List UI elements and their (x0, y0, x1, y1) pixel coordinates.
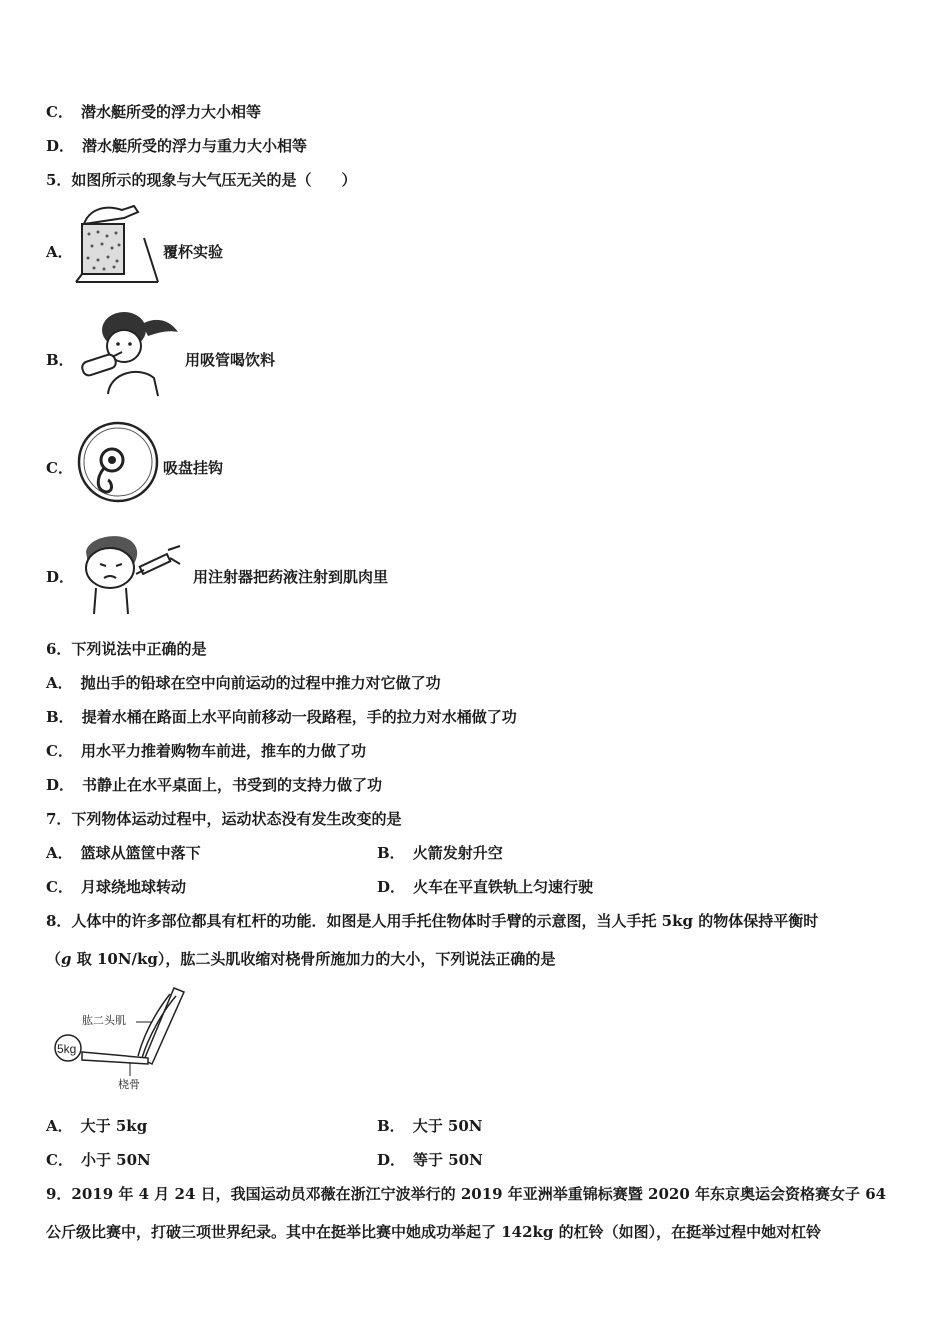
q6-option-b (46, 707, 517, 727)
q7-option-c (46, 877, 186, 897)
option-label: D． (46, 776, 75, 794)
option-label: D． (377, 878, 406, 896)
q6-option-a (46, 673, 441, 693)
option-label: C． (46, 742, 73, 760)
q6-option-d (46, 775, 382, 795)
q7-option-a (46, 843, 201, 863)
option-label: C． (46, 1151, 73, 1169)
option-label: C． (46, 103, 73, 121)
q5-stem: 5．如图所示的现象与大气压无关的是（ ） (46, 171, 357, 189)
option-text: 潜水艇所受的浮力大小相等 (80, 103, 261, 121)
stem-open-paren: （ (46, 950, 62, 968)
q5-option-c-label: C． (46, 459, 73, 477)
gravity-symbol: g (61, 950, 72, 968)
q7-option-d (377, 877, 593, 897)
option-label: D． (46, 137, 75, 155)
q8-option-b (377, 1116, 483, 1136)
option-text: 火箭发射升空 (412, 844, 503, 862)
option-text: 小于 50N (80, 1151, 151, 1169)
q5-option-d-label: D． (46, 568, 75, 586)
option-label: C． (46, 878, 73, 896)
option-label: D． (377, 1151, 406, 1169)
option-text: 月球绕地球转动 (80, 878, 186, 896)
q8-stem-line2 (46, 949, 555, 969)
option-text: 用水平力推着购物车前进，推车的力做了功 (80, 742, 366, 760)
suction-hook-figure (76, 420, 160, 504)
option-label: A． (46, 1117, 73, 1135)
option-text: 火车在平直铁轨上匀速行驶 (413, 878, 594, 896)
option-label: B． (377, 844, 405, 862)
stem-text: 取 10N/kg），肱二头肌收缩对桡骨所施加力的大小，下列说法正确的是 (71, 950, 556, 968)
q8-option-c (46, 1150, 151, 1170)
cup-experiment-figure (74, 202, 160, 288)
q9-stem-line2: 公斤级比赛中，打破三项世界纪录。其中在挺举比赛中她成功举起了 142kg 的杠铃（如图），在挺举过程中她对杠铃 (46, 1223, 822, 1241)
q6-stem: 6．下列说法中正确的是 (46, 640, 207, 658)
arm-lever-figure (52, 982, 202, 1092)
q9-stem-line1: 9．2019 年 4 月 24 日，我国运动员邓薇在浙江宁波举行的 2019 年亚洲举重锦标赛暨 2020 年东京奥运会资格赛女子 64 (46, 1185, 887, 1203)
q7-option-b (377, 843, 503, 863)
q5-option-d-text: 用注射器把药液注射到肌肉里 (193, 568, 389, 586)
option-text: 等于 50N (413, 1151, 483, 1169)
q6-option-c (46, 741, 366, 761)
q5-option-a-label: A． (46, 243, 73, 261)
option-text: 潜水艇所受的浮力与重力大小相等 (82, 137, 308, 155)
q7-stem: 7．下列物体运动过程中，运动状态没有发生改变的是 (46, 810, 402, 828)
q8-stem-line1: 8．人体中的许多部位都具有杠杆的功能．如图是人用手托住物体时手臂的示意图，当人手托 5kg 的物体保持平衡时 (46, 912, 819, 930)
bone-label: 桡骨 (118, 1079, 140, 1091)
option-text: 抛出手的铅球在空中向前运动的过程中推力对它做了功 (80, 674, 441, 692)
option-text: 提着水桶在路面上水平向前移动一段路程，手的拉力对水桶做了功 (81, 708, 517, 726)
option-label: A． (46, 844, 73, 862)
option-label: A． (46, 674, 73, 692)
mass-label: 5kg (57, 1042, 77, 1056)
option-label: B． (46, 708, 74, 726)
option-text: 篮球从篮筐中落下 (80, 844, 201, 862)
q5-option-a-text: 覆杯实验 (163, 243, 224, 261)
q8-option-d (377, 1150, 483, 1170)
option-text: 大于 5kg (80, 1117, 148, 1135)
muscle-label: 肱二头肌 (82, 1015, 126, 1027)
option-label: B． (377, 1117, 405, 1135)
q4-option-d (46, 136, 307, 156)
straw-drinking-figure (74, 306, 182, 398)
option-text: 大于 50N (412, 1117, 483, 1135)
q5-option-b-label: B． (46, 351, 74, 369)
option-text: 书静止在水平桌面上，书受到的支持力做了功 (82, 776, 383, 794)
q8-option-a (46, 1116, 147, 1136)
q5-option-b-text: 用吸管喝饮料 (185, 351, 276, 369)
q4-option-c (46, 102, 261, 122)
q5-option-c-text: 吸盘挂钩 (163, 459, 224, 477)
injection-figure (74, 530, 186, 616)
